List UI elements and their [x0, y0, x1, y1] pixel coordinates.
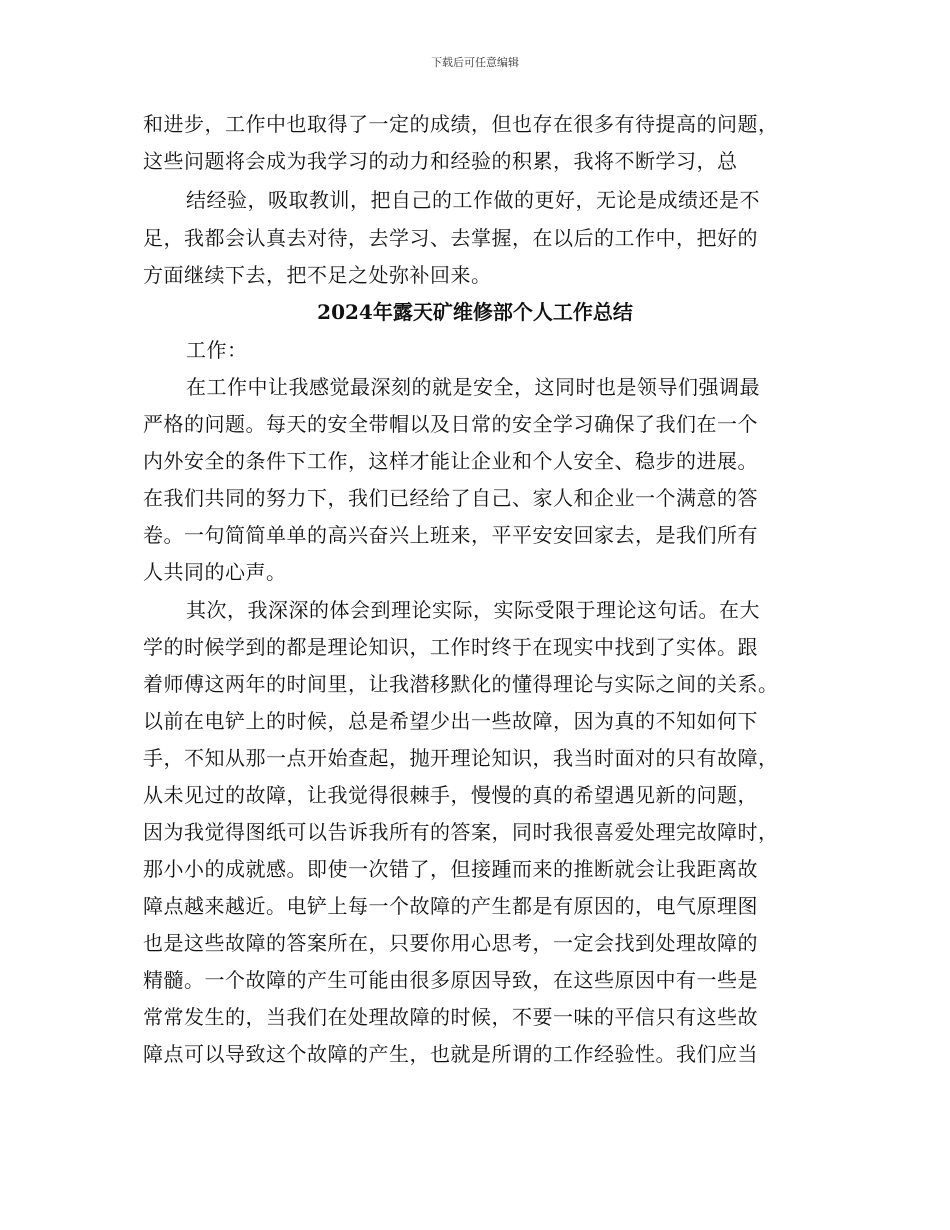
- paragraph-line: 精髓。一个故障的产生可能由很多原因导致，在这些原因中有一些是: [143, 968, 758, 992]
- paragraph-line: 其次，我深深的体会到理论实际，实际受限于理论这句话。在大: [186, 598, 760, 622]
- paragraph-line: 手，不知从那一点开始查起，抛开理论知识，我当时面对的只有故障，: [143, 746, 779, 770]
- paragraph-line: 和进步，工作中也取得了一定的成绩，但也存在很多有待提高的问题，: [143, 112, 779, 136]
- page-header: 下载后可任意编辑: [431, 56, 519, 69]
- paragraph-line: 那小小的成就感。即使一次错了，但接踵而来的推断就会让我距离故: [143, 857, 758, 881]
- paragraph-line: 在我们共同的努力下，我们已经给了自己、家人和企业一个满意的答: [143, 486, 758, 510]
- paragraph-line: 着师傅这两年的时间里，让我潜移默化的懂得理论与实际之间的关系。: [143, 672, 779, 696]
- paragraph-line: 常常发生的，当我们在处理故障的时候，不要一味的平信只有这些故: [143, 1005, 758, 1029]
- paragraph-line: 障点越来越近。电铲上每一个故障的产生都是有原因的，电气原理图: [143, 894, 758, 918]
- paragraph-line: 这些问题将会成为我学习的动力和经验的积累，我将不断学习，总: [143, 149, 738, 173]
- paragraph-line: 以前在电铲上的时候，总是希望少出一些故障，因为真的不知如何下: [143, 709, 758, 733]
- paragraph-line: 从未见过的故障，让我觉得很棘手，慢慢的真的希望遇见新的问题，: [143, 783, 758, 807]
- paragraph-line: 人共同的心声。: [143, 560, 287, 584]
- paragraph-line: 障点可以导致这个故障的产生，也就是所谓的工作经验性。我们应当: [143, 1042, 758, 1066]
- paragraph-line: 结经验，吸取教训，把自己的工作做的更好，无论是成绩还是不: [186, 188, 760, 212]
- paragraph-line: 工作：: [186, 338, 248, 362]
- paragraph-line: 卷。一句简简单单的高兴奋兴上班来，平平安安回家去，是我们所有: [143, 523, 758, 547]
- paragraph-line: 在工作中让我感觉最深刻的就是安全，这同时也是领导们强调最: [186, 375, 760, 399]
- paragraph-line: 足，我都会认真去对待，去学习、去掌握，在以后的工作中，把好的: [143, 226, 758, 250]
- paragraph-line: 学的时候学到的都是理论知识，工作时终于在现实中找到了实体。跟: [143, 635, 758, 659]
- paragraph-line: 方面继续下去，把不足之处弥补回来。: [143, 263, 492, 287]
- section-title: 2024年露天矿维修部个人工作总结: [317, 300, 633, 324]
- paragraph-line: 因为我觉得图纸可以告诉我所有的答案，同时我很喜爱处理完故障时，: [143, 820, 779, 844]
- paragraph-line: 也是这些故障的答案所在，只要你用心思考，一定会找到处理故障的: [143, 931, 758, 955]
- paragraph-line: 严格的问题。每天的安全带帽以及日常的安全学习确保了我们在一个: [143, 412, 758, 436]
- paragraph-line: 内外安全的条件下工作，这样才能让企业和个人安全、稳步的进展。: [143, 449, 758, 473]
